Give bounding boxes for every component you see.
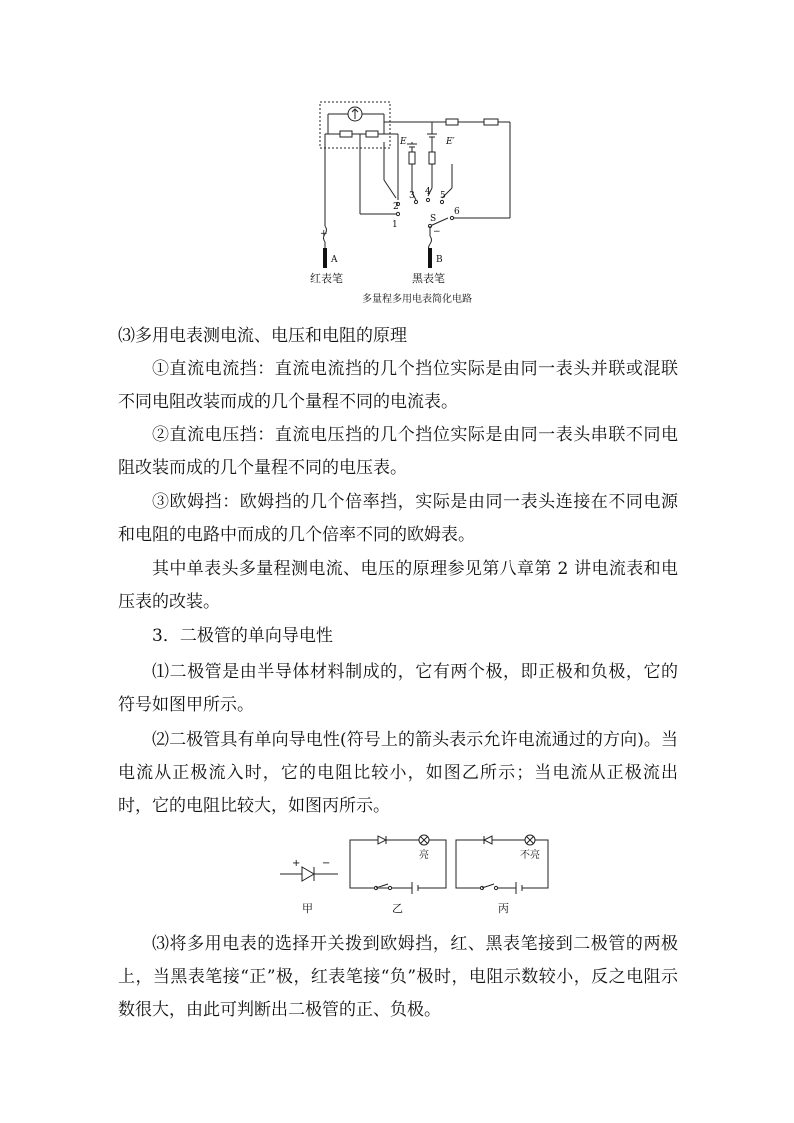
- switch-num-5: 5: [440, 191, 446, 201]
- section3-heading: ⑶多用电表测电流、电压和电阻的原理: [118, 326, 407, 346]
- lamp-off-label: 不亮: [520, 850, 540, 861]
- diode-plus-sign: +: [292, 858, 301, 869]
- item-dc-voltage: ②直流电压挡：直流电压挡的几个挡位实际是由同一表头串联不同电阻改装而成的几个量程不同的电压表。: [118, 425, 678, 478]
- shunt-resistor-2: [366, 131, 378, 137]
- label-yi: 乙: [392, 902, 403, 915]
- shunt-resistor-1: [340, 131, 352, 137]
- diode-circuits-diagram: [278, 832, 553, 917]
- label-B: B: [436, 255, 443, 265]
- switch-num-4: 4: [425, 187, 431, 197]
- label-S: S: [430, 214, 437, 224]
- multimeter-circuit-figure: [300, 96, 530, 311]
- diode-heading: 3．二极管的单向导电性: [152, 626, 333, 646]
- multiplier-resistor-1: [446, 119, 458, 125]
- switch-num-2: 2: [393, 202, 399, 212]
- diode-para-2: ⑵二极管具有单向导电性(符号上的箭头表示允许电流通过的方向)。当电流从正极流入时，它的电阻比较小，如图乙所示；当电流从正极流出时，它的电阻比较大，如图丙所示。: [118, 730, 678, 816]
- black-probe: [428, 248, 432, 268]
- rheostat-E: [409, 152, 415, 164]
- multimeter-circuit-diagram: [300, 96, 530, 311]
- label-bing: 丙: [498, 902, 509, 915]
- figure1-caption: 多量程多用电表简化电路: [362, 294, 472, 305]
- diode-symbol-jia: [302, 867, 314, 881]
- diode-minus-sign: −: [322, 858, 331, 869]
- switch-num-6: 6: [454, 207, 460, 217]
- label-E: E: [400, 137, 407, 147]
- switch-num-3: 3: [409, 191, 415, 201]
- red-probe: [323, 248, 327, 268]
- switch-num-1: 1: [392, 220, 398, 230]
- note-paragraph: 其中单表头多量程测电流、电压的原理参见第八章第 2 讲电流表和电压表的改装。: [118, 559, 678, 612]
- rheostat-E-prime: [429, 152, 435, 164]
- item-dc-current: ①直流电流挡：直流电流挡的几个挡位实际是由同一表头并联或混联不同电阻改装而成的几个量程不同的电流表。: [118, 359, 678, 412]
- label-A: A: [331, 255, 338, 265]
- red-probe-label: 红表笔: [310, 272, 343, 285]
- label-E-prime: E′: [446, 137, 455, 147]
- item-ohm: ③欧姆挡：欧姆挡的几个倍率挡，实际是由同一表头连接在不同电源和电阻的电路中而成的几个倍率不同的欧姆表。: [118, 492, 678, 545]
- diode-para-3: ⑶将多用电表的选择开关拨到欧姆挡，红、黑表笔接到二极管的两极上，当黑表笔接“正”极，红表笔接“负”极时，电阻示数较小，反之电阻示数很大，由此可判断出二极管的正、负极。: [118, 934, 678, 1020]
- label-jia: 甲: [302, 902, 313, 915]
- label-plus: +: [320, 229, 328, 239]
- circuit-yi: [350, 840, 446, 888]
- lamp-on-label: 亮: [419, 850, 429, 861]
- diode-figures: [278, 832, 553, 917]
- multiplier-resistor-2: [484, 119, 498, 125]
- black-probe-label: 黑表笔: [412, 272, 445, 285]
- label-minus: −: [433, 227, 441, 237]
- diode-para-1: ⑴二极管是由半导体材料制成的，它有两个极，即正极和负极，它的符号如图甲所示。: [118, 662, 678, 715]
- circuit-bing: [456, 840, 548, 888]
